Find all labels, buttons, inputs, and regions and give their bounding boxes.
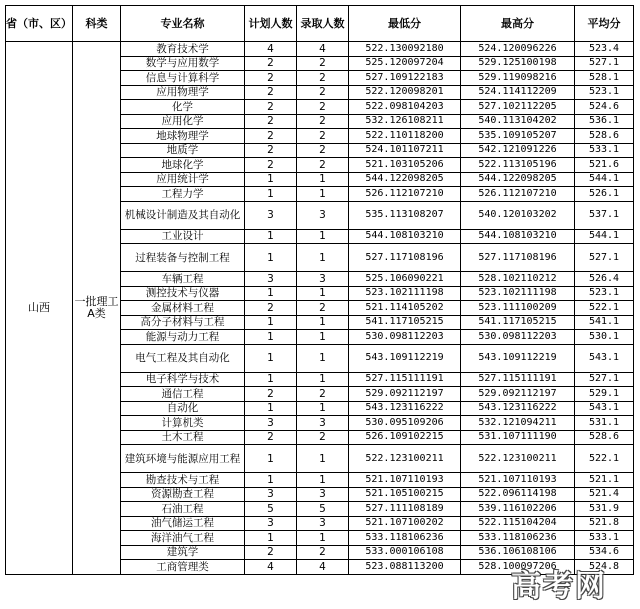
avg-score-cell: 523.1 [575, 286, 634, 301]
max-score-cell: 523.102111198 [461, 286, 575, 301]
major-cell: 机械设计制造及其自动化 [121, 201, 245, 229]
min-score-cell: 522.098104203 [349, 100, 461, 115]
planned-cell: 3 [245, 201, 297, 229]
avg-score-cell: 534.6 [575, 545, 634, 560]
min-score-cell: 530.095109206 [349, 416, 461, 431]
planned-cell: 4 [245, 42, 297, 57]
avg-score-cell: 528.6 [575, 129, 634, 144]
max-score-cell: 542.121091226 [461, 143, 575, 158]
major-cell: 工业设计 [121, 229, 245, 244]
max-score-cell: 527.102112205 [461, 100, 575, 115]
major-cell: 教育技术学 [121, 42, 245, 57]
admitted-cell: 1 [297, 244, 349, 272]
min-score-cell: 533.000106108 [349, 545, 461, 560]
avg-score-cell: 524.6 [575, 100, 634, 115]
avg-score-cell: 541.1 [575, 315, 634, 330]
planned-cell: 2 [245, 158, 297, 173]
planned-cell: 2 [245, 301, 297, 316]
min-score-cell: 533.118106236 [349, 531, 461, 546]
min-score-cell: 521.114105202 [349, 301, 461, 316]
avg-score-cell: 527.1 [575, 56, 634, 71]
admitted-cell: 4 [297, 42, 349, 57]
avg-score-cell: 521.1 [575, 473, 634, 488]
avg-score-cell: 544.1 [575, 172, 634, 187]
header-avg-score: 平均分 [575, 6, 634, 42]
planned-cell: 1 [245, 229, 297, 244]
admitted-cell: 2 [297, 85, 349, 100]
major-cell: 建筑环境与能源应用工程 [121, 445, 245, 473]
planned-cell: 1 [245, 372, 297, 387]
min-score-cell: 521.107110193 [349, 473, 461, 488]
avg-score-cell: 531.9 [575, 502, 634, 517]
admitted-cell: 1 [297, 372, 349, 387]
min-score-cell: 525.120097204 [349, 56, 461, 71]
major-cell: 工商管理类 [121, 560, 245, 575]
admitted-cell: 2 [297, 114, 349, 129]
planned-cell: 1 [245, 531, 297, 546]
max-score-cell: 528.102110212 [461, 272, 575, 287]
max-score-cell: 529.125100198 [461, 56, 575, 71]
major-cell: 测控技术与仪器 [121, 286, 245, 301]
admitted-cell: 1 [297, 531, 349, 546]
admitted-cell: 1 [297, 401, 349, 416]
planned-cell: 1 [245, 172, 297, 187]
min-score-cell: 535.113108207 [349, 201, 461, 229]
max-score-cell: 528.100097206 [461, 560, 575, 575]
avg-score-cell: 522.1 [575, 301, 634, 316]
min-score-cell: 527.117108196 [349, 244, 461, 272]
max-score-cell: 524.114112209 [461, 85, 575, 100]
admitted-cell: 3 [297, 487, 349, 502]
avg-score-cell: 522.1 [575, 445, 634, 473]
avg-score-cell: 533.1 [575, 531, 634, 546]
avg-score-cell: 537.1 [575, 201, 634, 229]
table-body [6, 42, 634, 575]
avg-score-cell: 530.1 [575, 330, 634, 345]
min-score-cell: 521.105100215 [349, 487, 461, 502]
max-score-cell: 533.118106236 [461, 531, 575, 546]
header-min-score: 最低分 [349, 6, 461, 42]
min-score-cell: 522.123100211 [349, 445, 461, 473]
major-cell: 工程力学 [121, 187, 245, 202]
avg-score-cell: 533.1 [575, 143, 634, 158]
major-cell: 油气储运工程 [121, 516, 245, 531]
avg-score-cell: 527.1 [575, 372, 634, 387]
min-score-cell: 522.130092180 [349, 42, 461, 57]
admitted-cell: 1 [297, 315, 349, 330]
max-score-cell: 522.115104204 [461, 516, 575, 531]
min-score-cell: 527.111108189 [349, 502, 461, 517]
max-score-cell: 531.107111190 [461, 430, 575, 445]
admitted-cell: 3 [297, 516, 349, 531]
planned-cell: 2 [245, 545, 297, 560]
major-cell: 应用统计学 [121, 172, 245, 187]
header-admitted: 录取人数 [297, 6, 349, 42]
max-score-cell: 524.120096226 [461, 42, 575, 57]
major-cell: 电气工程及其自动化 [121, 344, 245, 372]
max-score-cell: 521.107110193 [461, 473, 575, 488]
header-planned: 计划人数 [245, 6, 297, 42]
major-cell: 电子科学与技术 [121, 372, 245, 387]
max-score-cell: 530.098112203 [461, 330, 575, 345]
avg-score-cell: 526.1 [575, 187, 634, 202]
planned-cell: 1 [245, 330, 297, 345]
max-score-cell: 522.123100211 [461, 445, 575, 473]
min-score-cell: 524.101107211 [349, 143, 461, 158]
admitted-cell: 2 [297, 301, 349, 316]
min-score-cell: 532.126108211 [349, 114, 461, 129]
max-score-cell: 541.117105215 [461, 315, 575, 330]
avg-score-cell: 543.1 [575, 344, 634, 372]
max-score-cell: 543.109112219 [461, 344, 575, 372]
max-score-cell: 540.120103202 [461, 201, 575, 229]
admitted-cell: 2 [297, 100, 349, 115]
table-row [6, 42, 634, 57]
planned-cell: 2 [245, 387, 297, 402]
planned-cell: 1 [245, 187, 297, 202]
planned-cell: 2 [245, 114, 297, 129]
admitted-cell: 2 [297, 545, 349, 560]
admitted-cell: 1 [297, 473, 349, 488]
major-cell: 海洋油气工程 [121, 531, 245, 546]
major-cell: 过程装备与控制工程 [121, 244, 245, 272]
major-cell: 化学 [121, 100, 245, 115]
min-score-cell: 526.109102215 [349, 430, 461, 445]
major-cell: 高分子材料与工程 [121, 315, 245, 330]
planned-cell: 3 [245, 516, 297, 531]
header-category: 科类 [73, 6, 121, 42]
max-score-cell: 529.119098216 [461, 71, 575, 86]
header-max-score: 最高分 [461, 6, 575, 42]
planned-cell: 5 [245, 502, 297, 517]
min-score-cell: 544.122098205 [349, 172, 461, 187]
min-score-cell: 523.088113200 [349, 560, 461, 575]
admitted-cell: 1 [297, 172, 349, 187]
max-score-cell: 540.113104202 [461, 114, 575, 129]
major-cell: 应用化学 [121, 114, 245, 129]
province-cell: 山西 [6, 42, 73, 575]
max-score-cell: 544.122098205 [461, 172, 575, 187]
admitted-cell: 5 [297, 502, 349, 517]
admitted-cell: 2 [297, 56, 349, 71]
planned-cell: 2 [245, 129, 297, 144]
watermark-logo: 高考网 [511, 569, 607, 604]
avg-score-cell: 543.1 [575, 401, 634, 416]
planned-cell: 1 [245, 473, 297, 488]
avg-score-cell: 521.4 [575, 487, 634, 502]
min-score-cell: 522.120098201 [349, 85, 461, 100]
major-cell: 自动化 [121, 401, 245, 416]
min-score-cell: 527.115111191 [349, 372, 461, 387]
min-score-cell: 544.108103210 [349, 229, 461, 244]
planned-cell: 1 [245, 401, 297, 416]
planned-cell: 3 [245, 487, 297, 502]
min-score-cell: 527.109122183 [349, 71, 461, 86]
admitted-cell: 4 [297, 560, 349, 575]
avg-score-cell: 544.1 [575, 229, 634, 244]
avg-score-cell: 524.8 [575, 560, 634, 575]
planned-cell: 2 [245, 143, 297, 158]
planned-cell: 2 [245, 100, 297, 115]
avg-score-cell: 521.8 [575, 516, 634, 531]
max-score-cell: 523.111100209 [461, 301, 575, 316]
admitted-cell: 2 [297, 430, 349, 445]
min-score-cell: 521.103105206 [349, 158, 461, 173]
planned-cell: 2 [245, 56, 297, 71]
major-cell: 地质学 [121, 143, 245, 158]
planned-cell: 1 [245, 244, 297, 272]
avg-score-cell: 529.1 [575, 387, 634, 402]
min-score-cell: 522.110118200 [349, 129, 461, 144]
max-score-cell: 536.106108106 [461, 545, 575, 560]
major-cell: 数学与应用数学 [121, 56, 245, 71]
admitted-cell: 1 [297, 445, 349, 473]
major-cell: 金属材料工程 [121, 301, 245, 316]
planned-cell: 1 [245, 445, 297, 473]
major-cell: 应用物理学 [121, 85, 245, 100]
major-cell: 石油工程 [121, 502, 245, 517]
planned-cell: 2 [245, 71, 297, 86]
major-cell: 通信工程 [121, 387, 245, 402]
min-score-cell: 530.098112203 [349, 330, 461, 345]
header-province: 省（市、区） [6, 6, 73, 42]
min-score-cell: 523.102111198 [349, 286, 461, 301]
planned-cell: 3 [245, 272, 297, 287]
max-score-cell: 544.108103210 [461, 229, 575, 244]
admission-scores-table [5, 5, 634, 575]
min-score-cell: 529.092112197 [349, 387, 461, 402]
admitted-cell: 3 [297, 272, 349, 287]
planned-cell: 1 [245, 315, 297, 330]
major-cell: 资源勘查工程 [121, 487, 245, 502]
planned-cell: 2 [245, 85, 297, 100]
admitted-cell: 2 [297, 71, 349, 86]
major-cell: 勘查技术与工程 [121, 473, 245, 488]
planned-cell: 1 [245, 286, 297, 301]
planned-cell: 2 [245, 430, 297, 445]
min-score-cell: 543.109112219 [349, 344, 461, 372]
admitted-cell: 3 [297, 416, 349, 431]
avg-score-cell: 536.1 [575, 114, 634, 129]
major-cell: 地球物理学 [121, 129, 245, 144]
avg-score-cell: 527.1 [575, 244, 634, 272]
admitted-cell: 2 [297, 129, 349, 144]
min-score-cell: 541.117105215 [349, 315, 461, 330]
avg-score-cell: 523.1 [575, 85, 634, 100]
major-cell: 地球化学 [121, 158, 245, 173]
major-cell: 计算机类 [121, 416, 245, 431]
avg-score-cell: 528.1 [575, 71, 634, 86]
min-score-cell: 543.123116222 [349, 401, 461, 416]
admitted-cell: 1 [297, 286, 349, 301]
planned-cell: 3 [245, 416, 297, 431]
major-cell: 土木工程 [121, 430, 245, 445]
admitted-cell: 1 [297, 330, 349, 345]
admitted-cell: 3 [297, 201, 349, 229]
avg-score-cell: 531.1 [575, 416, 634, 431]
planned-cell: 4 [245, 560, 297, 575]
max-score-cell: 543.123116222 [461, 401, 575, 416]
planned-cell: 1 [245, 344, 297, 372]
min-score-cell: 521.107100202 [349, 516, 461, 531]
header-row [6, 6, 634, 42]
max-score-cell: 539.116102206 [461, 502, 575, 517]
max-score-cell: 535.109105207 [461, 129, 575, 144]
category-cell: 一批理工A类 [73, 42, 121, 575]
max-score-cell: 522.113105196 [461, 158, 575, 173]
admitted-cell: 1 [297, 187, 349, 202]
max-score-cell: 526.112107210 [461, 187, 575, 202]
major-cell: 能源与动力工程 [121, 330, 245, 345]
header-major: 专业名称 [121, 6, 245, 42]
max-score-cell: 532.121094211 [461, 416, 575, 431]
max-score-cell: 527.117108196 [461, 244, 575, 272]
avg-score-cell: 523.4 [575, 42, 634, 57]
max-score-cell: 522.096114198 [461, 487, 575, 502]
max-score-cell: 529.092112197 [461, 387, 575, 402]
major-cell: 信息与计算科学 [121, 71, 245, 86]
major-cell: 车辆工程 [121, 272, 245, 287]
admitted-cell: 2 [297, 387, 349, 402]
max-score-cell: 527.115111191 [461, 372, 575, 387]
admitted-cell: 1 [297, 229, 349, 244]
admitted-cell: 2 [297, 158, 349, 173]
min-score-cell: 525.106090221 [349, 272, 461, 287]
min-score-cell: 526.112107210 [349, 187, 461, 202]
major-cell: 建筑学 [121, 545, 245, 560]
admitted-cell: 2 [297, 143, 349, 158]
avg-score-cell: 526.4 [575, 272, 634, 287]
admitted-cell: 1 [297, 344, 349, 372]
avg-score-cell: 521.6 [575, 158, 634, 173]
avg-score-cell: 528.6 [575, 430, 634, 445]
